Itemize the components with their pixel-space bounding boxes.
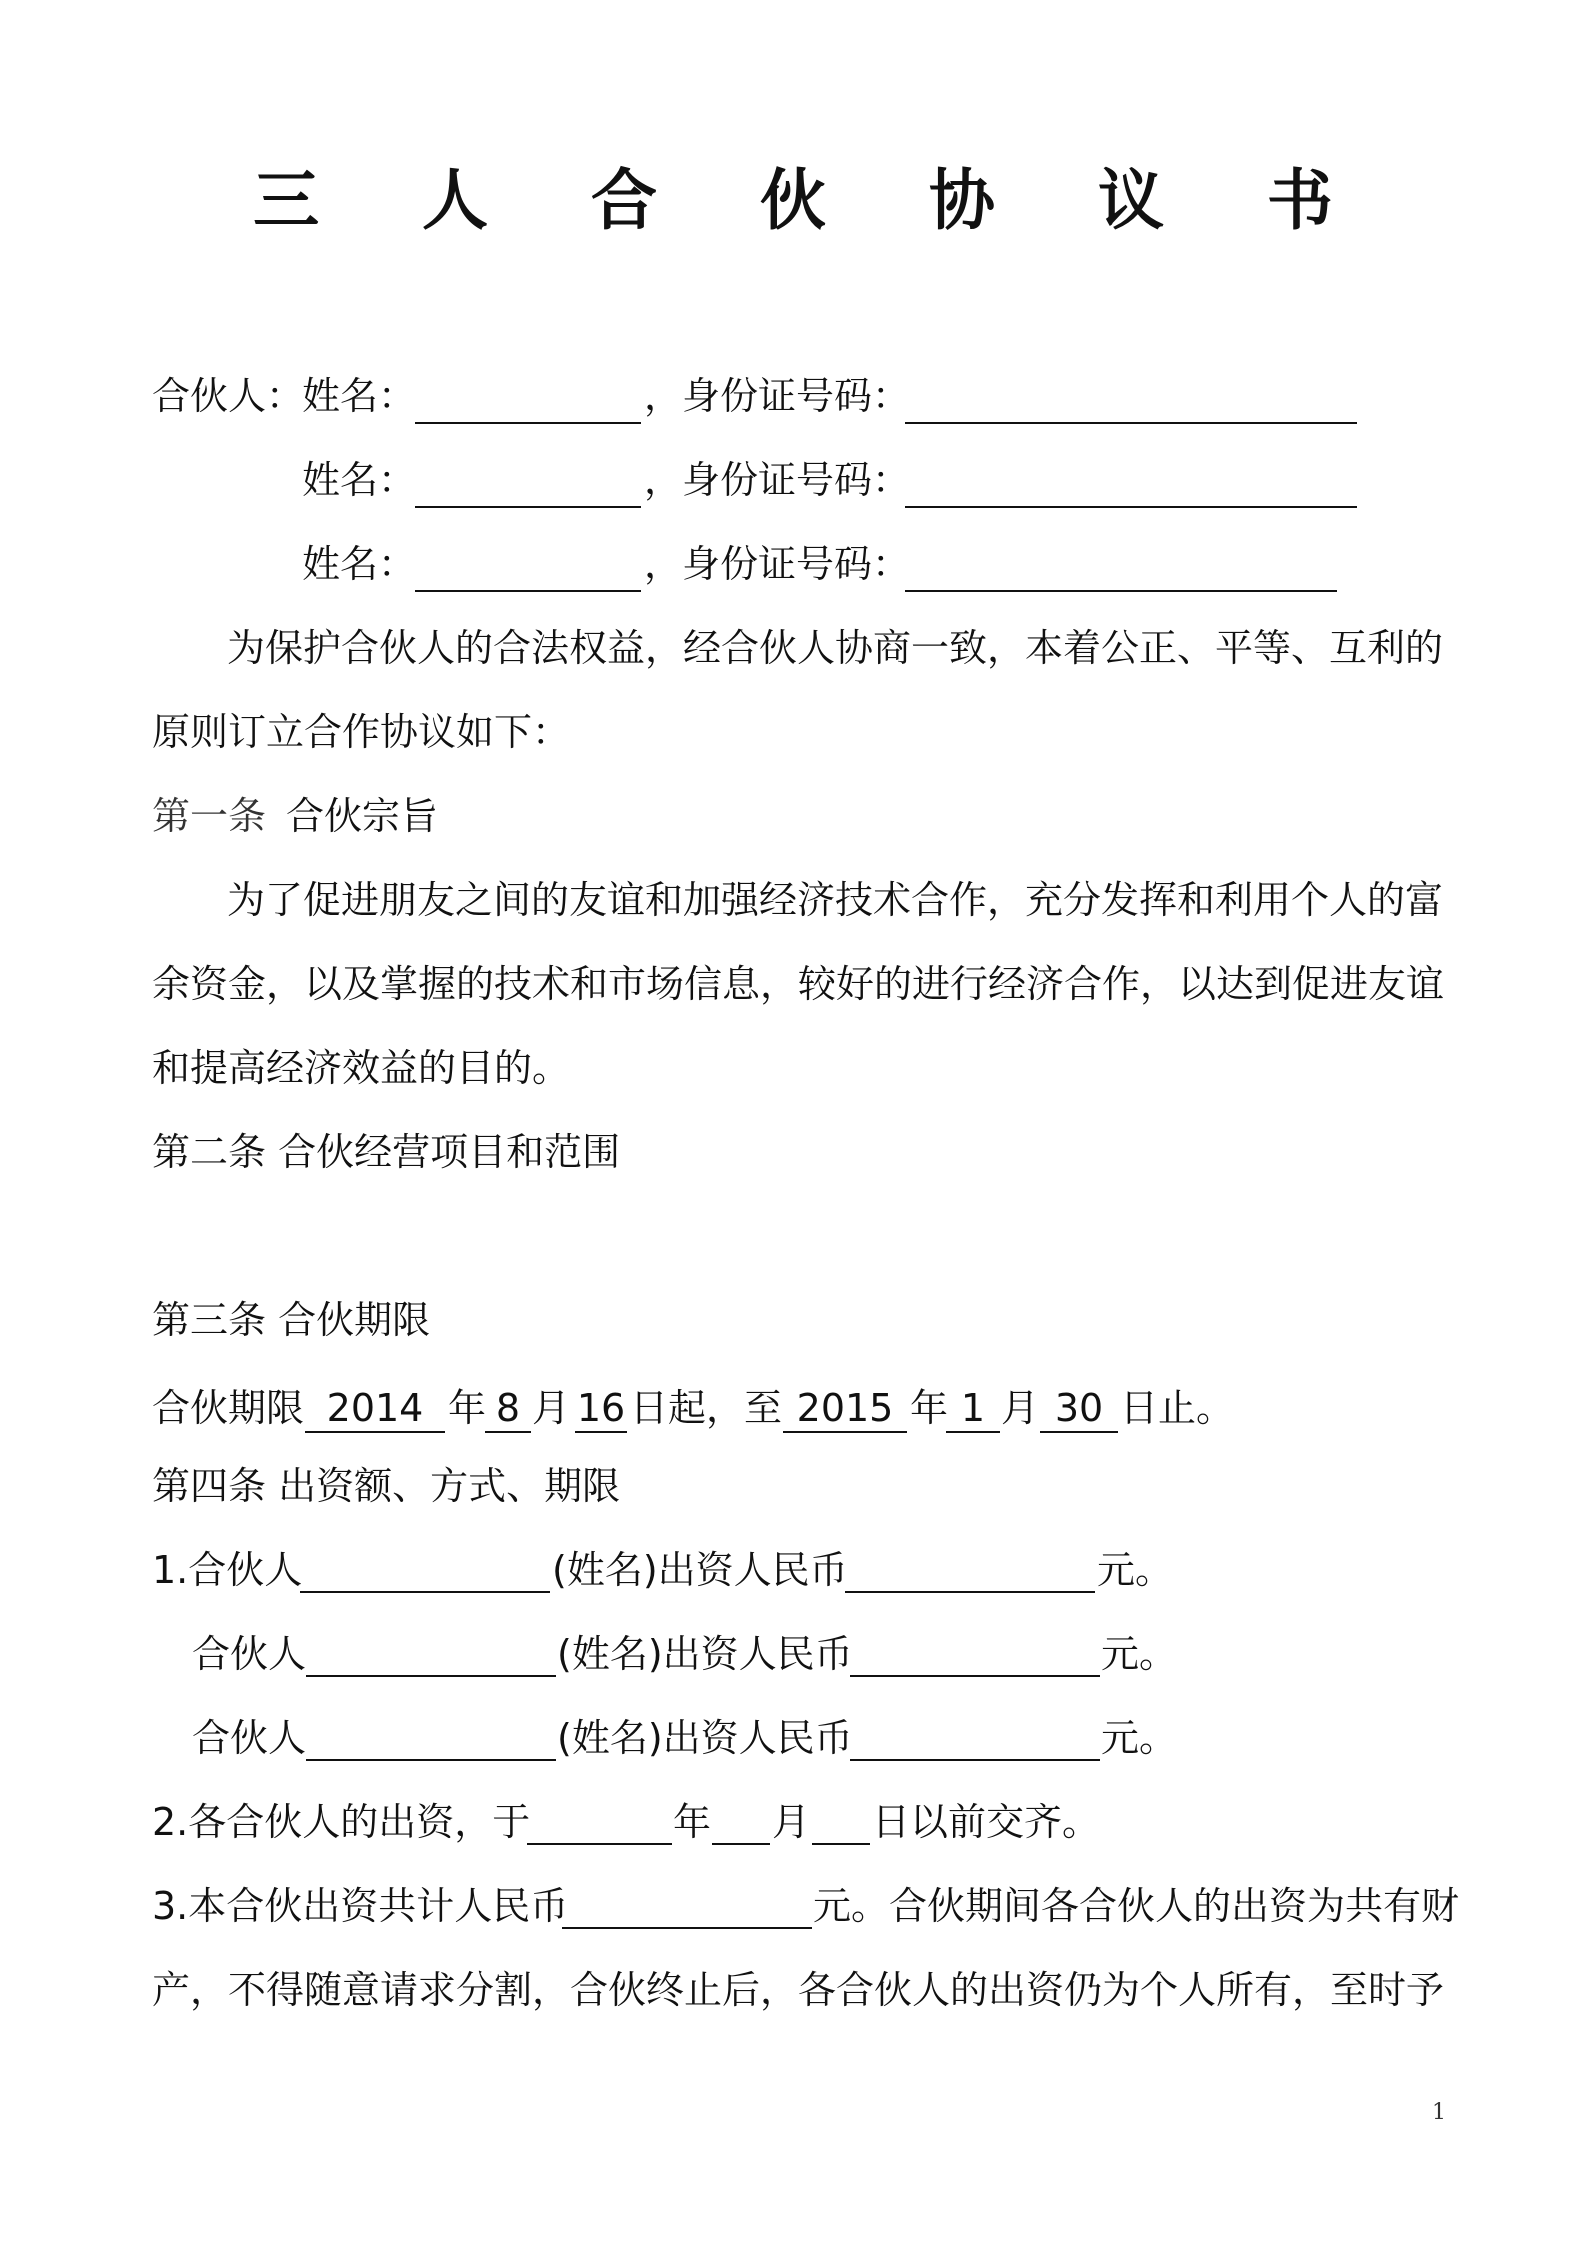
yuan-2: 元。 — [1101, 1632, 1178, 1676]
start-year-value[interactable]: 2014 — [326, 1386, 424, 1430]
end-day-value[interactable]: 30 — [1054, 1386, 1104, 1430]
yuan-1: 元。 — [1097, 1548, 1174, 1592]
name-hint-1: (姓名)出资人民币 — [552, 1548, 848, 1592]
article-1-line-2: 余资金，以及掌握的技术和市场信息，较好的进行经济合作，以达到促进友谊 — [152, 962, 1445, 1006]
partners-label: 合伙人： — [152, 374, 305, 418]
intro-line-2: 原则订立合作协议如下： — [152, 710, 571, 754]
document-title: 三 人 合 伙 协 议 书 — [253, 162, 1373, 239]
start-month-value[interactable]: 8 — [495, 1386, 521, 1430]
id-field-2[interactable] — [905, 506, 1357, 508]
term-label: 合伙期限 — [152, 1386, 305, 1430]
article-1-number: 第一条 — [152, 794, 267, 838]
name-hint-2: (姓名)出资人民币 — [557, 1632, 853, 1676]
deadline-month-field[interactable] — [712, 1843, 770, 1845]
end-year-underline — [783, 1431, 907, 1433]
partner-2-name-field[interactable] — [306, 1675, 556, 1677]
partner-3-prefix: 合伙人 — [192, 1716, 307, 1760]
end-month-char: 月 — [1001, 1386, 1040, 1430]
intro-line-1: 为保护合伙人的合法权益，经合伙人协商一致，本着公正、平等、互利的 — [227, 626, 1444, 670]
deadline-year-char: 年 — [673, 1800, 712, 1844]
deadline-year-field[interactable] — [527, 1843, 672, 1845]
deadline-day-field[interactable] — [812, 1843, 870, 1845]
article-1-line-1: 为了促进朋友之间的友谊和加强经济技术合作，充分发挥和利用个人的富 — [227, 878, 1444, 922]
start-month-char: 月 — [532, 1386, 571, 1430]
partner-1-amount-field[interactable] — [845, 1591, 1095, 1593]
deadline-month-char: 月 — [772, 1800, 811, 1844]
end-year-char: 年 — [910, 1386, 949, 1430]
id-label-3: ，身份证号码： — [644, 542, 911, 586]
name-field-2[interactable] — [415, 506, 641, 508]
name-label-2: 姓名： — [302, 458, 417, 502]
end-month-value[interactable]: 1 — [960, 1386, 986, 1430]
yuan-3: 元。 — [1101, 1716, 1178, 1760]
article-2-heading: 第二条 合伙经营项目和范围 — [152, 1130, 621, 1174]
item-2-suffix: 日以前交齐。 — [872, 1800, 1101, 1844]
start-day-underline — [575, 1431, 627, 1433]
item-1-prefix: 1.合伙人 — [152, 1548, 303, 1592]
name-hint-3: (姓名)出资人民币 — [557, 1716, 853, 1760]
id-field-1[interactable] — [905, 422, 1357, 424]
start-suffix: 日起，至 — [630, 1386, 783, 1430]
item-2-prefix: 2.各合伙人的出资，于 — [152, 1800, 531, 1844]
article-4-heading: 第四条 出资额、方式、期限 — [152, 1464, 621, 1508]
id-field-3[interactable] — [905, 590, 1337, 592]
item-3-prefix: 3.本合伙出资共计人民币 — [152, 1884, 569, 1928]
partner-3-amount-field[interactable] — [850, 1759, 1100, 1761]
total-amount-field[interactable] — [562, 1927, 812, 1929]
end-suffix: 日止。 — [1120, 1386, 1235, 1430]
end-day-underline — [1040, 1431, 1118, 1433]
name-label-1: 姓名： — [302, 374, 417, 418]
id-label-2: ，身份证号码： — [644, 458, 911, 502]
end-year-value[interactable]: 2015 — [796, 1386, 894, 1430]
partner-3-name-field[interactable] — [306, 1759, 556, 1761]
partner-2-prefix: 合伙人 — [192, 1632, 307, 1676]
end-month-underline — [946, 1431, 1000, 1433]
name-field-3[interactable] — [415, 590, 641, 592]
start-year-char: 年 — [448, 1386, 487, 1430]
name-field-1[interactable] — [415, 422, 641, 424]
page-number: 1 — [1432, 2100, 1446, 2125]
name-label-3: 姓名： — [302, 542, 417, 586]
partner-1-name-field[interactable] — [300, 1591, 550, 1593]
article-1-heading: 合伙宗旨 — [286, 794, 439, 838]
article-1-line-3: 和提高经济效益的目的。 — [152, 1046, 571, 1090]
item-3-line-2: 产，不得随意请求分割，合伙终止后，各合伙人的出资仍为个人所有，至时予 — [152, 1968, 1445, 2012]
partner-2-amount-field[interactable] — [850, 1675, 1100, 1677]
start-month-underline — [485, 1431, 531, 1433]
start-year-underline — [305, 1431, 445, 1433]
start-day-value[interactable]: 16 — [576, 1386, 626, 1430]
item-3-suffix: 元。合伙期间各合伙人的出资为共有财 — [813, 1884, 1460, 1928]
id-label-1: ，身份证号码： — [644, 374, 911, 418]
article-3-heading: 第三条 合伙期限 — [152, 1298, 431, 1342]
